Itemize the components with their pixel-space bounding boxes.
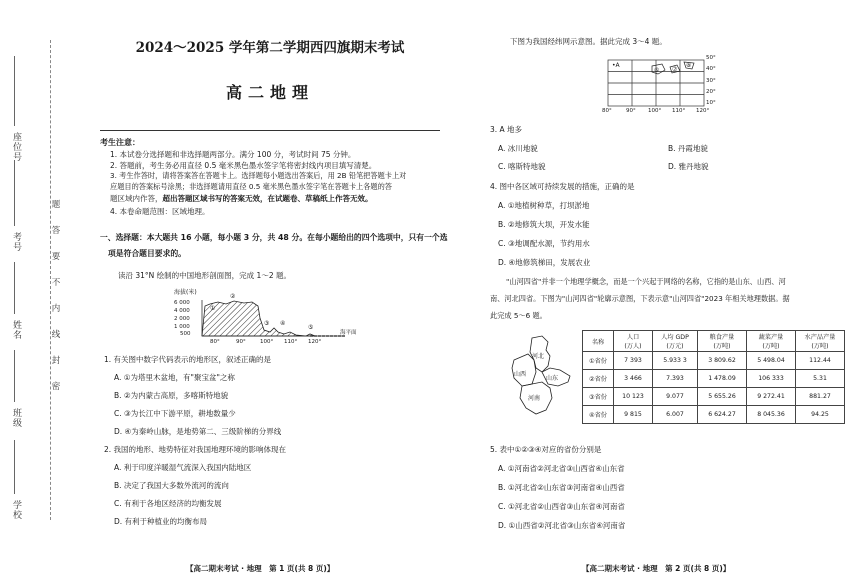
seat-label: 座位号 xyxy=(11,132,21,162)
province-label: 河北 xyxy=(532,353,545,360)
table-row xyxy=(583,406,845,424)
section-heading: 一、选择题：本大题共 16 小题，每小题 3 分，共 48 分。在每小题给出的四个选项中，只有一个选 xyxy=(100,233,448,242)
xtick: 100° xyxy=(260,339,274,345)
notice-item: 4. 本卷命题范围：区域地理。 xyxy=(110,207,210,216)
q3-option-d: D. 雅丹地貌 xyxy=(668,162,709,171)
q2-stem: 2. 我国的地形、地势特征对我国地理环境的影响体现在 xyxy=(104,445,287,454)
header-cell xyxy=(796,331,845,352)
exam-no-label: 考号 xyxy=(11,232,21,252)
table-cell: ①省份 xyxy=(583,352,614,370)
name-label: 姓名 xyxy=(11,320,21,340)
notice-item: 3. 考生作答时，请将答案答在答题卡上。选择题每小题选出答案后，用 2B 铅笔把答题卡上对 xyxy=(110,171,407,180)
province-label: 山西 xyxy=(514,371,527,378)
table-cell: 7.393 xyxy=(653,370,698,388)
header-unit: (万吨) xyxy=(811,343,829,350)
table-cell: 5 498.04 xyxy=(747,352,796,370)
q4-option-d: D. ④地修筑梯田，发展农业 xyxy=(498,258,591,267)
q2-option-d: D. 有利于种植业的均衡布局 xyxy=(114,517,208,526)
header-cell xyxy=(653,331,698,352)
header-text: 蔬菜产量 xyxy=(758,334,784,341)
notice-item: 2. 答题前，考生务必用直径 0.5 毫米黑色墨水签字笔将密封线内项目填写清楚。 xyxy=(110,161,377,170)
header-text: 人均 GDP xyxy=(661,334,689,341)
profile-marker: ③ xyxy=(264,320,270,327)
q56-intro-line: 南、河北四省。下图为"山河四省"轮廓示意图，下表示意"山河四省"2023 年相关地理数据。据 xyxy=(490,294,790,303)
table-cell: ②省份 xyxy=(583,370,614,388)
table-cell: 7 393 xyxy=(614,352,653,370)
header-rule xyxy=(100,130,440,131)
terrain-profile-figure xyxy=(160,288,370,348)
class-line xyxy=(14,350,15,402)
table-cell: 9 815 xyxy=(614,406,653,424)
profile-ylabel: 海拔(米) xyxy=(174,289,197,296)
lon-label: 110° xyxy=(672,108,686,114)
table-row xyxy=(583,352,845,370)
table-cell: 881.27 xyxy=(796,388,845,406)
provinces-outline-svg xyxy=(498,332,578,428)
section-heading-cont: 项是符合题目要求的。 xyxy=(108,249,186,258)
lat-label: 30° xyxy=(706,78,716,84)
ytick: 500 xyxy=(180,331,191,337)
notice-bold: 超出答题区域书写的答案无效，在试题卷、草稿纸上作答无效。 xyxy=(162,194,373,203)
q2-option-b: B. 决定了我国大多数外流河的流向 xyxy=(114,481,229,490)
table-cell: 10 123 xyxy=(614,388,653,406)
xtick: 110° xyxy=(284,339,298,345)
table-cell: 94.25 xyxy=(796,406,845,424)
lon-label: 100° xyxy=(648,108,662,114)
four-provinces-map xyxy=(498,332,578,428)
q5-option-b: B. ①河北省②山东省③河南省④山西省 xyxy=(498,483,625,492)
footer-right: 【高二期末考试 · 地理 第 2 页(共 8 页)】 xyxy=(582,564,731,573)
notice-item: 应题目的答案标号涂黑；非选择题请用直径 0.5 毫米黑色墨水签字笔在答题卡上各题的答 xyxy=(110,182,392,191)
table-cell: 1 478.09 xyxy=(698,370,747,388)
q1-option-d: D. ④为秦岭山脉，是地势第二、三级阶梯的分界线 xyxy=(114,427,282,436)
table-cell: ④省份 xyxy=(583,406,614,424)
seal-char: 要 xyxy=(51,252,61,262)
header-text: 粮食产量 xyxy=(709,334,735,341)
table-cell: 6 624.27 xyxy=(698,406,747,424)
notice-text: 题区域内作答， xyxy=(110,194,163,203)
notice-item xyxy=(110,193,373,204)
header-text: 名称 xyxy=(591,338,605,346)
table-cell: 106 333 xyxy=(747,370,796,388)
province-data-table xyxy=(582,330,845,424)
table-cell: 9.077 xyxy=(653,388,698,406)
lat-label: 10° xyxy=(706,100,716,106)
class-label: 班级 xyxy=(11,408,21,428)
table-cell: 9 272.41 xyxy=(747,388,796,406)
province-label: 山东 xyxy=(546,375,559,382)
table-cell: 6.007 xyxy=(653,406,698,424)
header-unit: (万吨) xyxy=(713,343,731,350)
table-cell: 112.44 xyxy=(796,352,845,370)
q1-option-b: B. ②为内蒙古高原，多喀斯特地貌 xyxy=(114,391,229,400)
seal-char: 不 xyxy=(51,278,61,288)
lat-label: 20° xyxy=(706,89,716,95)
header-cell xyxy=(698,331,747,352)
q1-stem: 1. 有关图中数字代码表示的地形区，叙述正确的是 xyxy=(104,355,272,364)
profile-marker: ② xyxy=(230,293,236,300)
table-cell: 5 655.26 xyxy=(698,388,747,406)
notice-heading: 考生注意： xyxy=(100,138,140,147)
subject-title: 高二地理 xyxy=(225,83,314,102)
province-label: 河南 xyxy=(528,395,541,402)
header-unit: (万吨) xyxy=(762,343,780,350)
q34-intro: 下图为我国经纬网示意图。据此完成 3～4 题。 xyxy=(510,37,667,46)
table-cell: 3 809.62 xyxy=(698,352,747,370)
seal-char: 封 xyxy=(51,356,61,366)
q4-option-b: B. ②地修筑大坝，开发水能 xyxy=(498,220,590,229)
exam-title: 2024～2025 学年第二学期西四旗期末考试 xyxy=(135,40,405,56)
q2-option-a: A. 利于印度洋暖湿气流深入我国内陆地区 xyxy=(114,463,252,472)
q3-stem: 3. A 地多 xyxy=(490,125,523,134)
header-text: 水产品产量 xyxy=(804,334,836,341)
exam-no-line xyxy=(14,160,15,226)
ytick: 2 000 xyxy=(174,316,190,322)
q3-option-a: A. 冰川地貌 xyxy=(498,144,538,153)
q5-stem: 5. 表中①②③④对应的省份分别是 xyxy=(490,445,602,454)
header-text: 人口 xyxy=(626,334,640,341)
binding-margin xyxy=(0,0,62,581)
q5-option-d: D. ①山西省②河北省③山东省④河南省 xyxy=(498,521,626,530)
lon-label: 120° xyxy=(696,108,710,114)
point-marker: ⑦ xyxy=(672,66,678,73)
table-header-row xyxy=(583,331,845,352)
q4-option-c: C. ③地调配水源，节约用水 xyxy=(498,239,590,248)
header-unit: (万元) xyxy=(666,343,684,350)
q5-option-c: C. ①河北省②山西省③山东省④河南省 xyxy=(498,502,625,511)
school-label: 学校 xyxy=(11,500,21,520)
seal-char: 内 xyxy=(51,304,61,314)
point-marker: ⑧ xyxy=(686,62,692,69)
ytick: 1 000 xyxy=(174,324,190,330)
profile-marker: ④ xyxy=(280,320,286,327)
header-unit: (万人) xyxy=(624,343,642,350)
header-cell xyxy=(614,331,653,352)
footer-left: 【高二期末考试 · 地理 第 1 页(共 8 页)】 xyxy=(186,564,335,573)
point-a: •A xyxy=(612,62,620,69)
seal-char: 线 xyxy=(51,330,61,340)
q5-option-a: A. ①河南省②河北省③山西省④山东省 xyxy=(498,464,625,473)
seal-char: 题 xyxy=(51,200,61,210)
latlon-grid-figure xyxy=(592,54,722,116)
ytick: 4 000 xyxy=(174,308,190,314)
table-cell: 5.31 xyxy=(796,370,845,388)
q12-intro: 读沿 31°N 绘制的中国地形剖面图，完成 1～2 题。 xyxy=(118,271,291,280)
seal-char: 答 xyxy=(51,226,61,236)
q3-option-b: B. 丹霞地貌 xyxy=(668,144,708,153)
seal-char: 密 xyxy=(51,382,61,392)
profile-marker: ⑤ xyxy=(308,324,314,331)
ytick: 6 000 xyxy=(174,300,190,306)
header-cell xyxy=(747,331,796,352)
lat-label: 50° xyxy=(706,55,716,61)
table-cell: 3 466 xyxy=(614,370,653,388)
q56-intro-line: 此完成 5～6 题。 xyxy=(490,311,547,320)
lon-label: 90° xyxy=(626,108,636,114)
q1-option-c: C. ③为长江中下游平原，耕地数量少 xyxy=(114,409,236,418)
lat-label: 40° xyxy=(706,66,716,72)
xtick: 120° xyxy=(308,339,322,345)
table-row xyxy=(583,370,845,388)
table-row xyxy=(583,388,845,406)
table-cell: 5.933 3 xyxy=(653,352,698,370)
sea-level-label: 海平面 xyxy=(340,330,357,336)
q2-option-c: C. 有利于各地区经济的均衡发展 xyxy=(114,499,222,508)
lon-label: 80° xyxy=(602,108,612,114)
q4-option-a: A. ①地植树种草，打坝淤地 xyxy=(498,201,590,210)
q1-option-a: A. ①为塔里木盆地，有"聚宝盆"之称 xyxy=(114,373,235,382)
q4-stem: 4. 图中各区域可持续发展的措施，正确的是 xyxy=(490,182,635,191)
q56-intro-line: "山河四省"并非一个地理学概念，而是一个兴起于网络的名称，它指的是山东、山西、河 xyxy=(506,277,786,286)
notice-item: 1. 本试卷分选择题和非选择题两部分。满分 100 分，考试时间 75 分钟。 xyxy=(110,150,356,159)
table-cell: 8 045.36 xyxy=(747,406,796,424)
school-line xyxy=(14,440,15,494)
point-marker: ⑥ xyxy=(654,67,660,74)
header-cell xyxy=(583,331,614,352)
xtick: 80° xyxy=(210,339,220,345)
profile-marker: ① xyxy=(210,305,216,312)
seat-line xyxy=(14,56,15,126)
q3-option-c: C. 喀斯特地貌 xyxy=(498,162,546,171)
data-table xyxy=(582,330,845,424)
xtick: 90° xyxy=(236,339,246,345)
name-line xyxy=(14,262,15,314)
table-cell: ③省份 xyxy=(583,388,614,406)
